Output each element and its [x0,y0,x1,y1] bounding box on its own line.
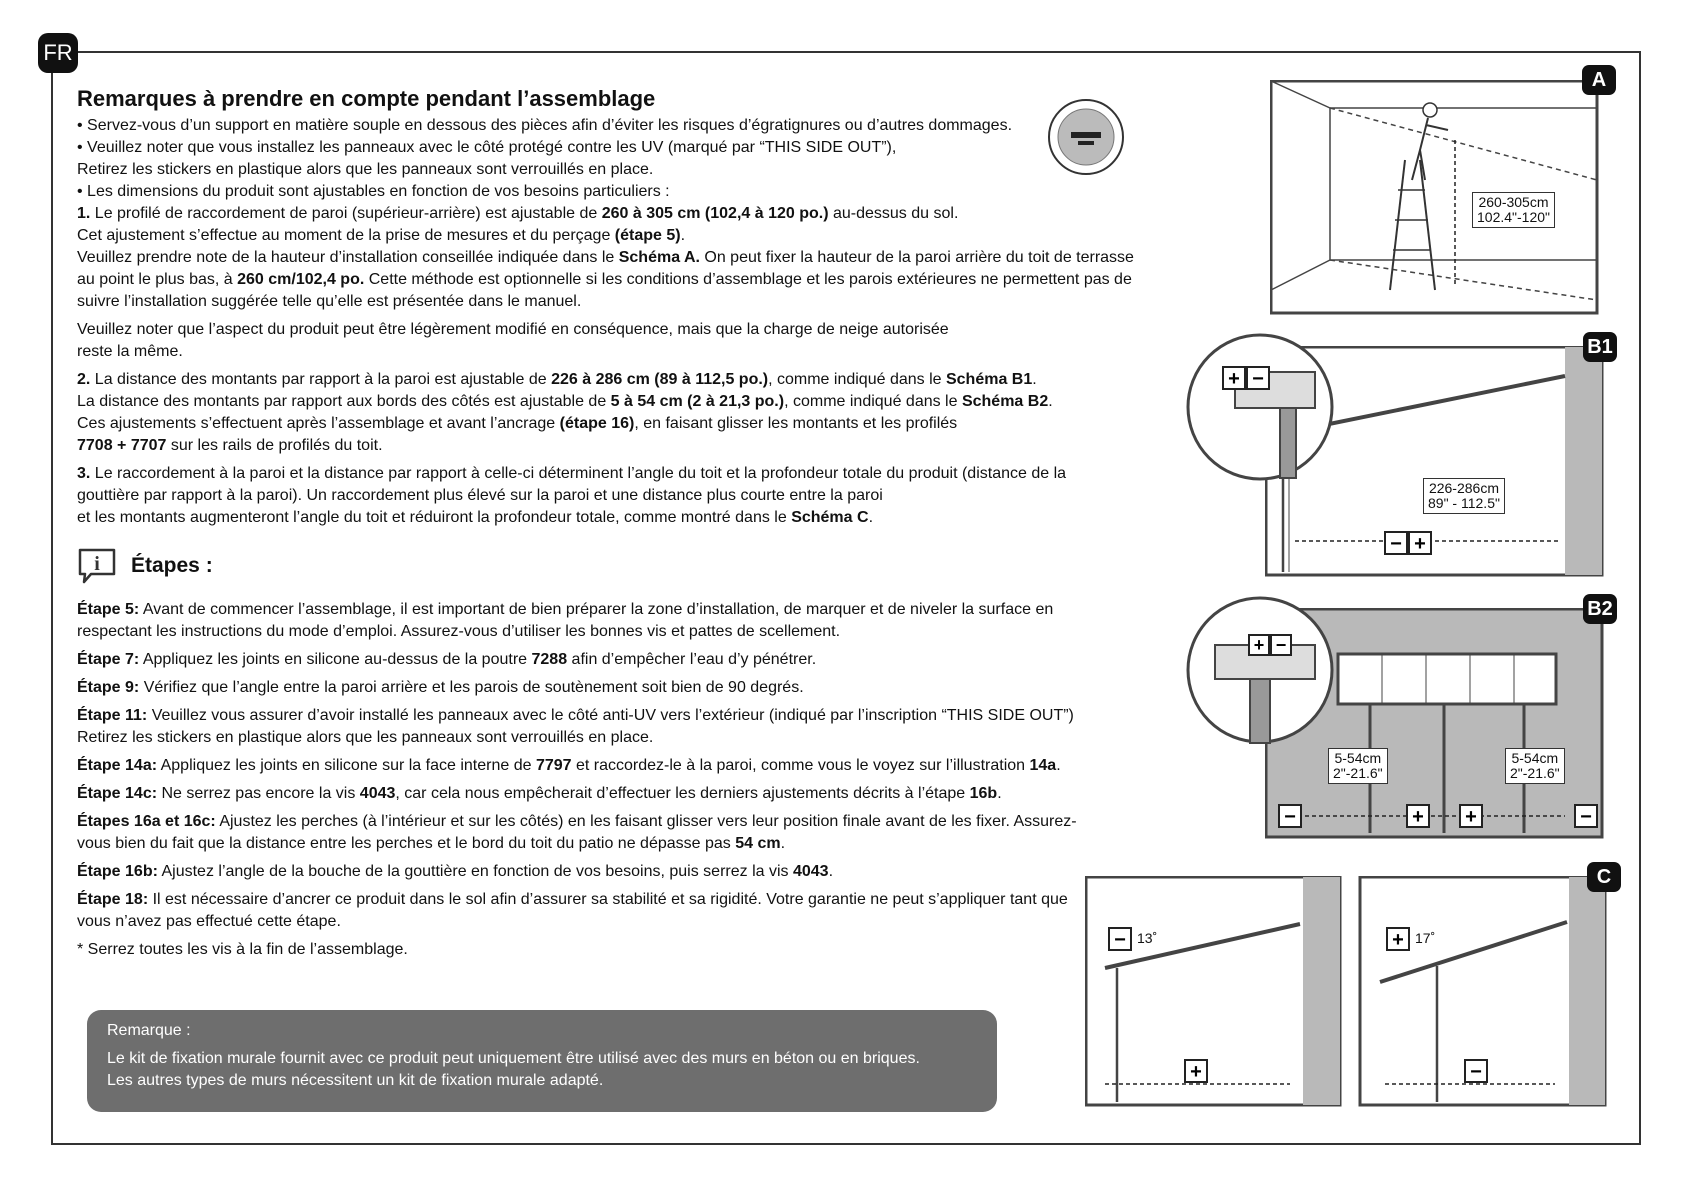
svg-text:i: i [94,553,100,575]
diagram-c-tag: C [1587,862,1621,892]
step-item: Étape 14c: Ne serrez pas encore la vis 4043, car cela nous empêcherait d’effectuer les derniers ajustements décrits à l’étape 16b. [77,785,1002,802]
svg-text:+: + [1392,929,1404,951]
remark-line: Les autres types de murs nécessitent un kit de fixation murale adapté. [107,1072,604,1089]
notes-title: Remarques à prendre en compte pendant l’assemblage [77,86,656,111]
language-badge: FR [38,33,78,73]
svg-text:+: + [1412,806,1424,828]
b1-detail-circle [1185,332,1335,482]
note-line: • Les dimensions du produit sont ajustables en fonction de vos besoins particuliers : [77,183,670,200]
step-item: Étape 16b: Ajustez l’angle de la bouche de la gouttière en fonction de vos besoins, puis serrez la vis 4043. [77,863,834,880]
svg-text:−: − [1470,1061,1482,1083]
svg-text:−: − [1275,635,1287,655]
step-item: Étape 14a: Appliquez les joints en silicone sur la face interne de 7797 et raccordez-le à la paroi, comme vous le voyez sur l’illustration 14a. [77,757,1061,774]
remark-line: Le kit de fixation murale fournit avec ce produit peut uniquement être utilisé avec des murs en béton ou en briques. [107,1050,920,1067]
diagram-c [1085,866,1612,1108]
step-footnote: * Serrez toutes les vis à la fin de l’assemblage. [77,941,408,958]
paragraph-3: 3. Le raccordement à la paroi et la distance par rapport à celle-ci déterminent l’angle du toit et la profondeur totale du produit (distance de la gouttière par rapport à la paroi). Un raccordement plus élevé sur la paroi et une distance plus courte entre la paroi et les montants augmenteront l’angle du toit et réduiront la profondeur totale, comme montré dans le Schéma C. [77,465,1067,526]
step-item: Étapes 16a et 16c: Ajustez les perches (à l’intérieur et sur les côtés) en les faisant glisser vers leur position finale avant de les fixer. Assurez-vous bien du fait que la distance entre les perches et le bord du toit du patio ne dépasse pas 54 cm. [77,813,1077,852]
steps-heading: i Étapes : [77,547,1167,585]
main-text [77,85,1167,967]
paragraph-1: 1. Le profilé de raccordement de paroi (supérieur-arrière) est ajustable de 260 à 305 cm (102,4 à 120 po.) au-dessus du sol. Cet ajustement s’effectue au moment de la prise de mesures et du perçage (étape 5). Veuillez prendre note de la hauteur d’installation conseillée indiquée dans le Schéma A. On peut fixer la hauteur de la paroi arrière du toit de terrasse au point le plus bas, à 260 cm/102,4 po. Cette méthode est optionnelle si les conditions d’assemblage et les parois extérieures ne permettent pas de suivre l’installation suggérée telle qu’elle est présentée dans le manuel. [77,205,1134,310]
note-line: • Veuillez noter que vous installez les panneaux avec le côté protégé contre les UV (marqué par “THIS SIDE OUT”), [77,139,897,156]
paragraph-2: 2. La distance des montants par rapport à la paroi est ajustable de 226 à 286 cm (89 à 112,5 po.), comme indiqué dans le Schéma B1. La distance des montants par rapport aux bords des côtés est ajustable de 5 à 54 cm (2 à 21,3 po.), comme indiqué dans le Schéma B2. Ces ajustements s’effectuent après l’assemblage et avant l’ancrage (étape 16), en faisant glisser les montants et les profilés 7708 + 7707 sur les rails de profilés du toit. [77,371,1053,454]
remark-box [87,1010,997,1112]
svg-text:+: + [1190,1061,1202,1083]
diagram-a-tag: A [1582,65,1616,95]
diagram-a [1270,69,1607,316]
side-offset-right-dimension: 5-54cm 2"-21.6" [1505,748,1565,784]
svg-text:−: − [1252,368,1264,390]
height-dimension: 260-305cm 102.4"-120" [1472,192,1555,228]
info-icon [77,547,117,585]
svg-text:+: + [1228,368,1240,390]
note-line: • Servez-vous d’un support en matière souple en dessous des pièces afin d’éviter les risques d’égratignures ou d’autres dommages. [77,117,1013,134]
step-item: Étape 11: Veuillez vous assurer d’avoir installé les panneaux avec le côté anti-UV vers l’extérieur (indiqué par l’inscription “THIS SIDE OUT”) Retirez les stickers en plastique alors que les panneaux sont verrouillés en place. [77,707,1074,746]
svg-text:+: + [1253,635,1265,655]
paragraph-1b: Veuillez noter que l’aspect du produit peut être légèrement modifié en conséquence, mais que la charge de neige autorisée reste la même. [77,321,949,360]
step-item: Étape 9: Vérifiez que l’angle entre la paroi arrière et les parois de soutènement soit bien de 90 degrés. [77,679,804,696]
svg-text:+: + [1414,533,1426,555]
step-item: Étape 7: Appliquez les joints en silicone au-dessus de la poutre 7288 afin d’empêcher l’eau d’y pénétrer. [77,651,817,668]
note-line: Retirez les stickers en plastique alors que les panneaux sont verrouillés en place. [77,161,654,178]
svg-text:−: − [1580,806,1592,828]
angle-17-label: 17˚ [1415,930,1436,946]
angle-13-label: 13˚ [1137,930,1158,946]
post-distance-dimension: 226-286cm 89" - 112.5" [1423,478,1505,514]
svg-text:−: − [1114,929,1126,951]
b2-detail-circle [1185,595,1335,745]
side-offset-left-dimension: 5-54cm 2"-21.6" [1328,748,1388,784]
remark-title: Remarque : [107,1022,191,1039]
step-item: Étape 5: Avant de commencer l’assemblage, il est important de bien préparer la zone d’installation, de marquer et de niveler la surface en respectant les instructions du mode d’emploi. Assurez-vous d’utiliser les bonnes vis et pattes de scellement. [77,601,1054,640]
diagram-b2-tag: B2 [1583,594,1617,624]
step-item: Étape 18: Il est nécessaire d’ancrer ce produit dans le sol afin d’assurer sa stabilité et sa rigidité. Votre garantie ne peut s’appliquer tant que vous n’avez pas effectué cette étape. [77,891,1068,930]
svg-text:−: − [1284,806,1296,828]
diagram-b1-tag: B1 [1583,332,1617,362]
svg-text:+: + [1465,806,1477,828]
svg-text:−: − [1390,533,1402,555]
